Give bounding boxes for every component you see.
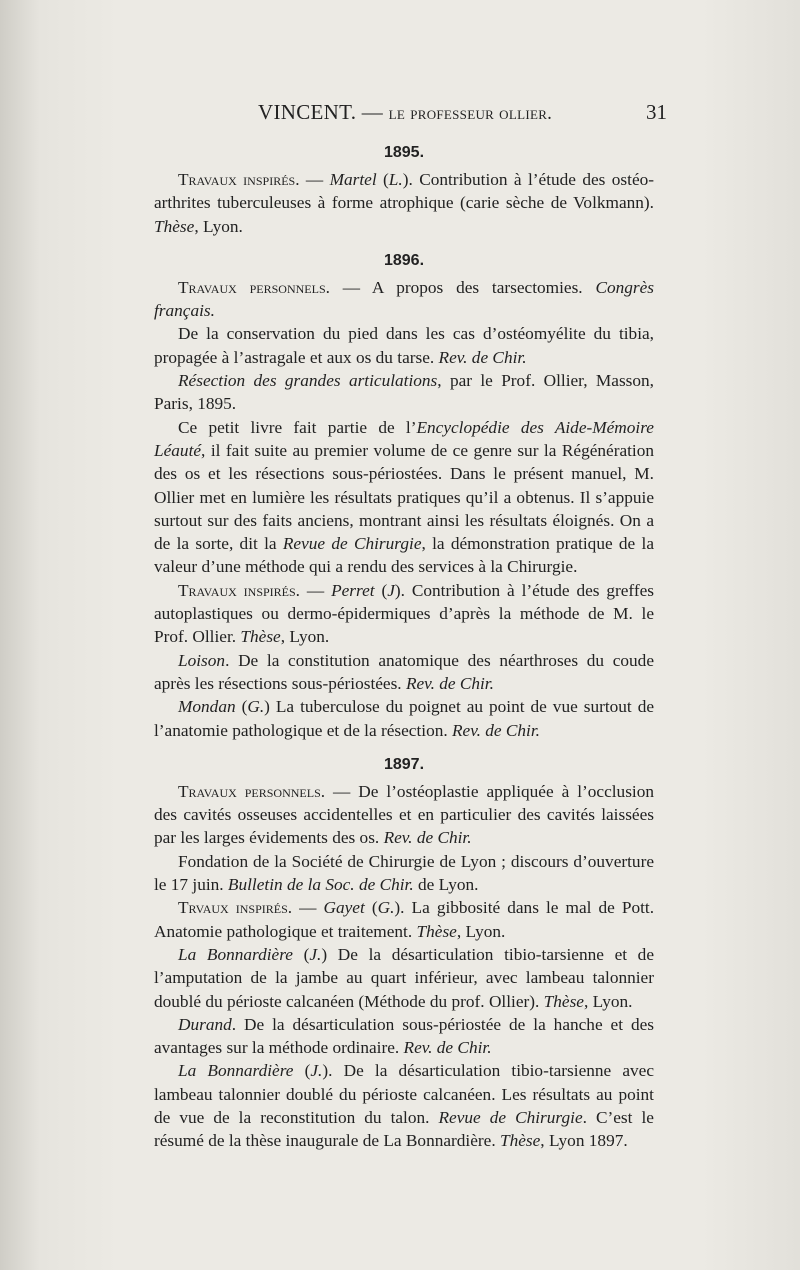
entry-text: (: [364, 898, 378, 918]
section-label: Travaux personnels.: [178, 277, 330, 297]
italic-text: J.: [310, 1061, 323, 1081]
year-section: [154, 138, 654, 238]
italic-text: Rev. de Chir.: [403, 1038, 492, 1058]
year-heading: 1896.: [383, 251, 425, 269]
italic-text: Thèse: [154, 216, 195, 236]
section-label: Travaux personnels.: [178, 781, 326, 801]
running-header: [0, 92, 800, 132]
entry-text: ). Contribution à l’étude des ostéo-arthrites tuberculeuses à forme atrophique (carie sèche de Volkmann).: [154, 170, 655, 213]
year-heading: 1897.: [383, 755, 425, 773]
entry-text: . De la désarticulation sous-périostée de la hanche et des avantages sur la méthode ordinaire.: [154, 1014, 654, 1058]
italic-text: L.: [388, 170, 403, 189]
entry-text: ). Contribution à l’étude des greffes autoplastiques ou dermo-épidermiques d’après la méthode de M. le Prof. Ollier.: [154, 580, 655, 647]
bibliography-entry: [154, 943, 654, 1013]
bibliography-entry: [154, 1059, 654, 1152]
year-heading: 1895.: [383, 144, 425, 161]
entry-text: De la conservation du pied dans les cas d’ostéomyélite du tibia, propagée à l’astragale et aux os du tarse.: [154, 324, 654, 367]
italic-text: G.: [247, 697, 265, 717]
italic-text: La Bonnardière: [178, 1061, 294, 1081]
entry-text: . C’est le résumé de la thèse inaugurale de La Bonnardière.: [154, 1107, 654, 1151]
italic-text: Gayet: [323, 898, 365, 918]
italic-text: Résection des grandes articulations: [178, 371, 438, 391]
header-author: VINCENT.: [258, 100, 357, 124]
entry-text: Fondation de la Société de Chirurgie de Lyon ; discours d’ouverture le 17 juin.: [154, 851, 654, 895]
italic-text: Rev. de Chir.: [383, 828, 472, 848]
bibliography-entry: [154, 780, 654, 850]
section-label: Travaux inspirés.: [178, 170, 300, 189]
entry-text: —: [299, 170, 330, 189]
section-label: Travaux inspirés.: [178, 580, 301, 600]
bibliography-entry: [154, 276, 654, 323]
entry-text: — De l’ostéoplastie appliquée à l’occlusion des cavités osseuses accidentelles et en particulier des cavités laissées par les larges évidements des os.: [154, 781, 655, 848]
bibliography-entry: [154, 695, 654, 742]
italic-text: Loison: [178, 650, 226, 670]
entry-text: , Lyon 1897.: [540, 1131, 628, 1151]
year-section: [154, 246, 654, 742]
entry-text: (: [376, 170, 389, 189]
entry-text: . De la constitution anatomique des néarthroses du coude après les résections sous-périostées.: [154, 650, 654, 693]
section-label: Trvaux inspirés.: [178, 898, 293, 918]
italic-text: Rev. de Chir.: [452, 720, 540, 740]
running-head: [258, 100, 552, 125]
bibliography-entry: [154, 369, 654, 416]
bibliography-body: [154, 138, 654, 1153]
italic-text: J.: [309, 944, 322, 964]
italic-text: Thèse: [240, 627, 281, 647]
entry-text: (: [293, 1061, 311, 1081]
italic-text: G.: [377, 898, 395, 918]
italic-text: Durand: [178, 1014, 232, 1034]
entry-text: ) La tuberculose du poignet au point de vue surtout de l’anatomie pathologique et de la résection.: [154, 697, 655, 740]
italic-text: Rev. de Chir.: [405, 673, 494, 693]
entry-text: , la démonstration pratique de la valeur d’une méthode qui a rendu des services à la Chirurgie.: [154, 534, 654, 577]
italic-text: Revue de Chirurgie: [438, 1107, 583, 1127]
entry-text: , Lyon.: [456, 921, 506, 941]
entry-text: (: [292, 944, 310, 964]
italic-text: Revue de Chirurgie: [282, 534, 422, 554]
entry-text: , il fait suite au premier volume de ce genre sur la Régénération des os et les résections sous-périostées. Dans le présent manuel, M. Ollier met en lumière les résultats pratiques qu’il a obtenus. Il s’appuie surtout sur des faits anciens, montrant ainsi les résultats éloignés. On a de la sorte, dit la: [154, 440, 654, 554]
entry-text: (: [235, 697, 248, 717]
italic-text: La Bonnardière: [178, 944, 293, 964]
italic-text: Martel: [329, 170, 377, 189]
page-number: 31: [646, 100, 667, 124]
header-dash: —: [356, 100, 389, 124]
entry-text: ). La gibbosité dans le mal de Pott. Anatomie pathologique et traitement.: [154, 898, 655, 941]
entry-text: , Lyon.: [194, 216, 243, 236]
year-section: [154, 750, 654, 1153]
entry-text: — A propos des tarsectomies.: [329, 277, 596, 297]
italic-text: Thèse: [416, 921, 457, 941]
bibliography-entry: [154, 322, 654, 369]
entry-text: , par le Prof. Ollier, Masson, Paris, 1895.: [154, 371, 654, 414]
italic-text: Congrès français.: [154, 277, 655, 321]
header-subject: le professeur ollier.: [388, 103, 553, 124]
bibliography-entry: [154, 416, 654, 579]
section-spacer: [154, 742, 654, 750]
entry-text: , Lyon.: [280, 627, 330, 647]
bibliography-entry: [154, 1013, 654, 1060]
bibliography-entry: [154, 649, 654, 696]
section-spacer: [154, 238, 654, 246]
italic-text: Mondan: [178, 697, 236, 717]
italic-text: J: [387, 580, 395, 600]
entry-text: (: [374, 580, 388, 600]
entry-text: , Lyon.: [583, 991, 633, 1011]
italic-text: Rev. de Chir.: [438, 347, 527, 367]
entry-text: Ce petit livre fait partie de l’: [178, 417, 417, 437]
italic-text: Thèse: [499, 1131, 541, 1151]
italic-text: Bulletin de la Soc. de Chir.: [227, 875, 414, 895]
bibliography-entry: [154, 896, 654, 943]
bibliography-entry: [154, 850, 654, 897]
entry-text: ) De la désarticulation tibio-tarsienne et de l’amputation de la jambe au quart inférieur, avec lambeau talonnier doublé du périoste calcanéen (Méthode du prof. Ollier).: [154, 944, 654, 1011]
italic-text: Encyclopédie des Aide-Mémoire Léauté: [154, 417, 654, 460]
bibliography-entry: [154, 579, 654, 649]
entry-text: ). De la désarticulation tibio-tarsienne avec lambeau talonnier doublé du périoste calcanéen. Les résultats au point de vue de la reconstitution du talon.: [154, 1061, 654, 1127]
italic-text: Perret: [331, 580, 375, 600]
entry-text: —: [300, 580, 332, 600]
bibliography-entry: [154, 168, 654, 238]
entry-text: de Lyon.: [413, 875, 479, 895]
italic-text: Thèse: [543, 991, 584, 1011]
entry-text: —: [292, 898, 324, 918]
